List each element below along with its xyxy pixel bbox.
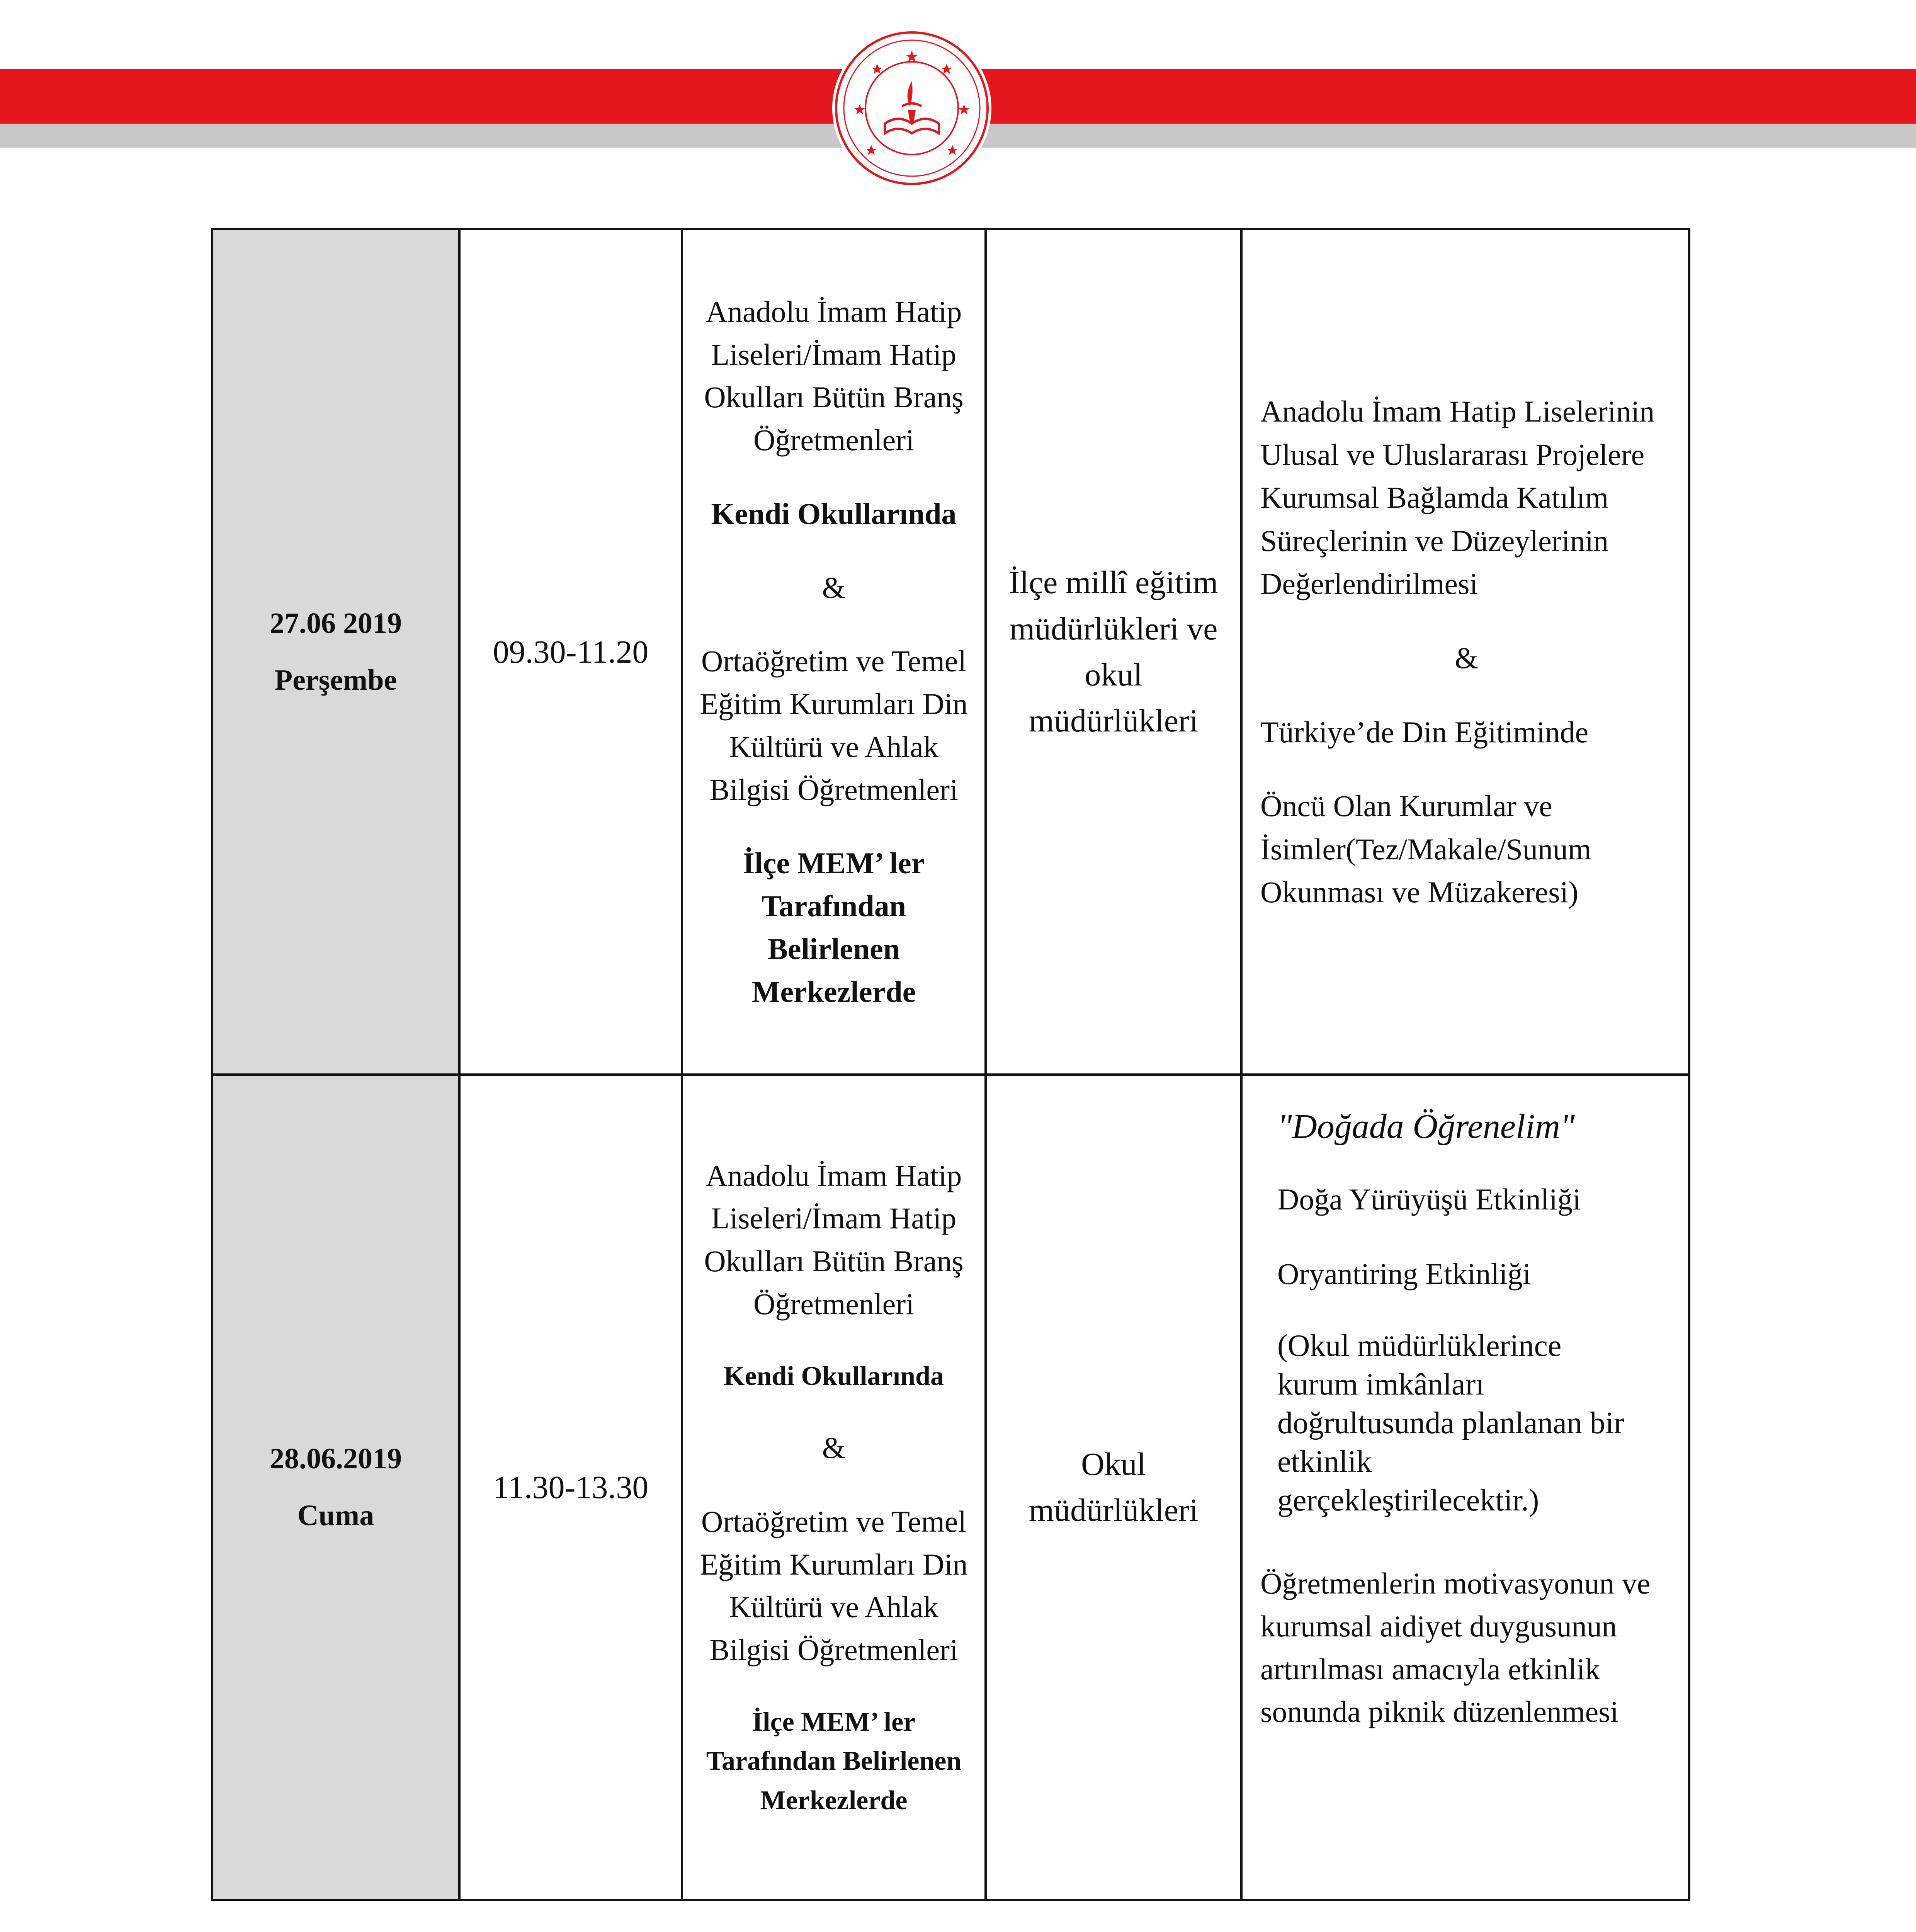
- participants-b: Ortaöğretim ve Temel Eğitim Kurumları Din Kültürü ve Ahlak Bilgisi Öğretmenleri: [700, 644, 968, 806]
- participants-a: Anadolu İmam Hatip Liseleri/İmam Hatip Okulları Bütün Branş Öğretmenleri: [704, 1158, 964, 1321]
- time-cell: [459, 1075, 682, 1900]
- activity-cell: [1241, 229, 1689, 1075]
- responsible-cell: [986, 229, 1241, 1075]
- ampersand: &: [822, 570, 846, 604]
- activity-text: Türkiye’de Din Eğitiminde: [1260, 715, 1589, 749]
- responsible-text: İlçe millî eğitim müdürlükleri ve okul müdürlükleri: [1009, 565, 1218, 739]
- activity-ampersand: &: [1455, 641, 1478, 675]
- participants-b: Ortaöğretim ve Temel Eğitim Kurumları Din Kültürü ve Ahlak Bilgisi Öğretmenleri: [700, 1504, 968, 1667]
- activity-cell: [1241, 1075, 1689, 1900]
- day-text: Cuma: [297, 1499, 374, 1532]
- responsible-text: Okul müdürlükleri: [1029, 1446, 1199, 1528]
- date-cell: [212, 1075, 459, 1900]
- table-row: [212, 1075, 1689, 1900]
- date-cell: [212, 229, 459, 1075]
- participants-cell: [682, 1075, 986, 1900]
- location-a: Kendi Okullarında: [711, 497, 957, 531]
- location-a: Kendi Okullarında: [724, 1361, 944, 1391]
- activity-text: Anadolu İmam Hatip Liselerinin Ulusal ve Uluslararası Projelere Kurumsal Bağlamda Katılım Süreçlerinin ve Düzeylerinin Değerlendirilmesi: [1260, 395, 1655, 601]
- date-text: 27.06 2019: [270, 607, 402, 639]
- day-text: Perşembe: [274, 664, 397, 696]
- participants-a: Anadolu İmam Hatip Liseleri/İmam Hatip Okulları Bütün Branş Öğretmenleri: [704, 294, 964, 457]
- ampersand: &: [822, 1431, 846, 1465]
- time-text: 09.30-11.20: [493, 634, 649, 670]
- activity-text: Öğretmenlerin motivasyonun ve kurumsal aidiyet duygusunun artırılması amacıyla etkinlik sonunda piknik düzenlenmesi: [1260, 1566, 1651, 1729]
- table-row: [212, 229, 1689, 1075]
- schedule-table: [211, 228, 1690, 1901]
- location-b: İlçe MEM’ ler Tarafından Belirlenen Merkezlerde: [743, 846, 925, 1009]
- location-b: İlçe MEM’ ler Tarafından Belirlenen Merkezlerde: [706, 1707, 962, 1815]
- activity-title: "Doğada Öğrenelim": [1277, 1107, 1575, 1146]
- activity-note: (Okul müdürlüklerince kurum imkânları doğrultusunda planlanan bir etkinlik gerçekleştirilecektir.): [1277, 1329, 1624, 1518]
- time-text: 11.30-13.30: [493, 1469, 649, 1505]
- responsible-cell: [986, 1075, 1241, 1900]
- participants-cell: [682, 229, 986, 1075]
- time-cell: [459, 229, 682, 1075]
- activity-text: Doğa Yürüyüşü Etkinliği: [1277, 1182, 1581, 1216]
- activity-text: Oryantiring Etkinliği: [1277, 1257, 1531, 1291]
- ministry-logo: [831, 27, 993, 189]
- date-text: 28.06.2019: [270, 1442, 402, 1475]
- activity-text: Öncü Olan Kurumlar ve İsimler(Tez/Makale/Sunum Okunması ve Müzakeresi): [1260, 789, 1591, 909]
